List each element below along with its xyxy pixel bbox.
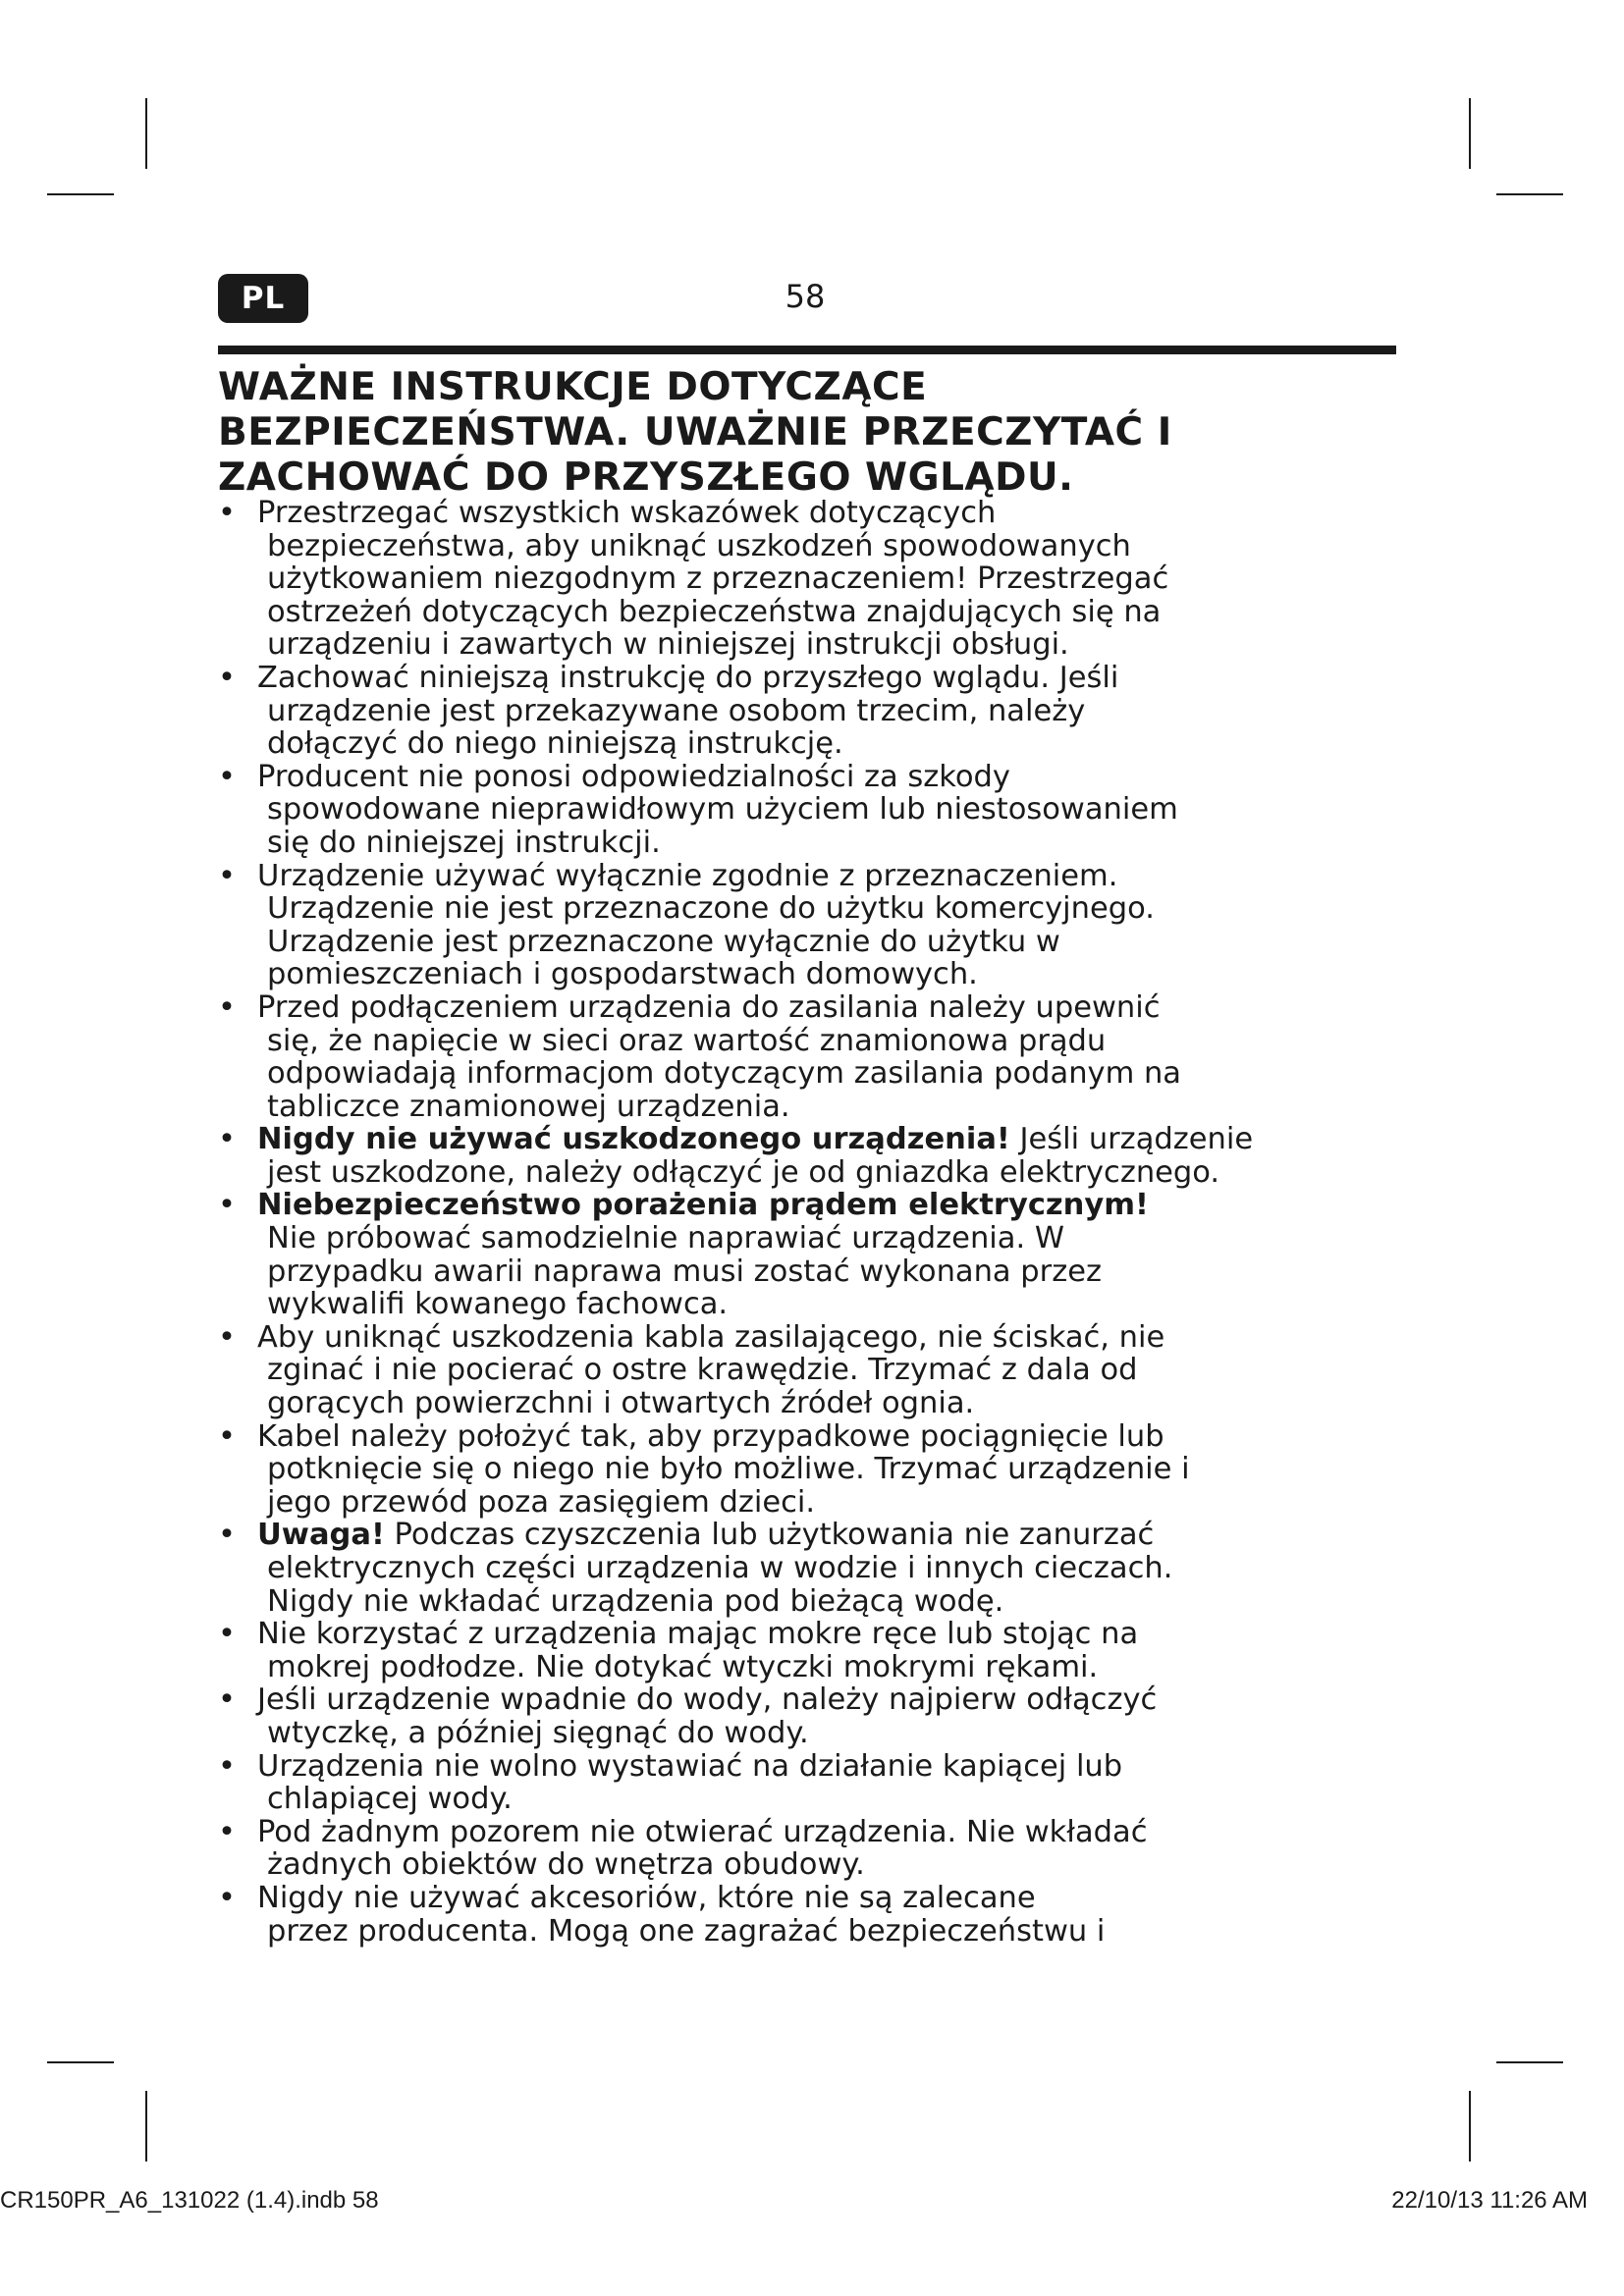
crop-mark-bottom-right-horizontal (1496, 2061, 1563, 2063)
list-item-line: Aby uniknąć uszkodzenia kabla zasilającego, nie ściskać, nie (257, 1319, 1165, 1355)
crop-mark-top-left-horizontal (47, 193, 114, 195)
language-badge: PL (218, 274, 308, 323)
list-item (218, 662, 1421, 761)
warning-label: Nigdy nie używać uszkodzonego urządzenia! (257, 1122, 1010, 1157)
list-item-line: wykwalifi kowanego fachowca. (267, 1287, 729, 1322)
bullet-icon: • (218, 858, 236, 893)
list-item-line: wtyczkę, a później sięgnąć do wody. (267, 1715, 809, 1750)
list-item-line: Jeśli urządzenie wpadnie do wody, należy najpierw odłączyć (257, 1682, 1158, 1718)
heading-line: ZACHOWAĆ DO PRZYSZŁEGO WGLĄDU. (218, 455, 1074, 500)
bullet-icon: • (218, 1188, 236, 1223)
bullet-icon: • (218, 1122, 236, 1157)
list-item-line: się do niniejszej instrukcji. (267, 825, 661, 860)
list-item (218, 991, 1421, 1123)
footer-file-info: CR150PR_A6_131022 (1.4).indb 58 (0, 2187, 379, 2214)
bullet-icon: • (218, 1814, 236, 1849)
list-item-line: Urządzenia nie wolno wystawiać na działanie kapiącej lub (257, 1748, 1123, 1784)
list-item-line: tabliczce znamionowej urządzenia. (267, 1089, 790, 1124)
bullet-icon: • (218, 1748, 236, 1784)
crop-mark-top-left-vertical (145, 98, 147, 169)
list-item-line: potknięcie się o niego nie było możliwe. Trzymać urządzenie i (267, 1452, 1190, 1487)
list-item-line: Urządzenie nie jest przeznaczone do użytku komercyjnego. (267, 891, 1155, 927)
safety-instructions-list (218, 497, 1421, 1948)
list-item-line: się, że napięcie w sieci oraz wartość znamionowa prądu (267, 1023, 1107, 1058)
footer-timestamp: 22/10/13 11:26 AM (1391, 2187, 1588, 2214)
list-item (218, 1816, 1421, 1882)
list-item-line: Producent nie ponosi odpowiedzialności za szkody (257, 759, 1010, 794)
list-item-line: Urządzenie używać wyłącznie zgodnie z przeznaczeniem. (257, 858, 1118, 893)
crop-mark-bottom-right-vertical (1469, 2091, 1471, 2162)
heading-line: BEZPIECZEŃSTWA. UWAŻNIE PRZECZYTAĆ I (218, 410, 1172, 454)
list-item (218, 860, 1421, 991)
list-item (218, 1519, 1421, 1618)
list-item-line: Kabel należy położyć tak, aby przypadkowe pociągnięcie lub (257, 1418, 1164, 1454)
list-item-line: dołączyć do niego niniejszą instrukcję. (267, 726, 843, 762)
bullet-icon: • (218, 1319, 236, 1355)
list-item-line: Nigdy nie wkładać urządzenia pod bieżącą wodę. (267, 1583, 1004, 1619)
list-item-text: Jeśli urządzenie (1009, 1122, 1254, 1157)
list-item-line: przez producenta. Mogą one zagrażać bezpieczeństwu i (267, 1913, 1106, 1949)
list-item-line: Nigdy nie używać akcesoriów, które nie są zalecane (257, 1880, 1036, 1915)
list-item (218, 1882, 1421, 1948)
list-item-line: Pod żadnym pozorem nie otwierać urządzenia. Nie wkładać (257, 1814, 1148, 1849)
list-item-line: elektrycznych części urządzenia w wodzie i innych cieczach. (267, 1551, 1173, 1585)
list-item-line (257, 1519, 1421, 1552)
list-item-line: Przestrzegać wszystkich wskazówek dotyczących (257, 496, 997, 530)
list-item-line: jest uszkodzone, należy odłączyć je od gniazdka elektrycznego. (267, 1154, 1220, 1190)
list-item (218, 1683, 1421, 1749)
list-item-line: mokrej podłodze. Nie dotykać wtyczki mokrymi rękami. (267, 1649, 1099, 1684)
bullet-icon: • (218, 1880, 236, 1915)
list-item-line: jego przewód poza zasięgiem dzieci. (267, 1484, 816, 1520)
list-item-line: urządzeniu i zawartych w niniejszej instrukcji obsługi. (267, 627, 1069, 663)
bullet-icon: • (218, 989, 236, 1025)
header-rule (218, 346, 1396, 354)
crop-mark-top-right-horizontal (1496, 193, 1563, 195)
section-heading (218, 365, 1416, 501)
list-item (218, 1321, 1421, 1420)
list-item-line: ostrzeżeń dotyczących bezpieczeństwa znajdujących się na (267, 594, 1162, 629)
crop-mark-bottom-left-vertical (145, 2091, 147, 2162)
list-item-line: gorących powierzchni i otwartych źródeł ognia. (267, 1386, 975, 1421)
list-item-line (257, 1123, 1421, 1156)
list-item-line: Przed podłączeniem urządzenia do zasilania należy upewnić (257, 989, 1161, 1025)
list-item (218, 497, 1421, 662)
list-item-line: chlapiącej wody. (267, 1782, 513, 1817)
list-item-line: przypadku awarii naprawa musi zostać wykonana przez (267, 1254, 1102, 1289)
warning-label: Niebezpieczeństwo porażenia prądem elektrycznym! (257, 1188, 1149, 1223)
list-item-line: Nie próbować samodzielnie naprawiać urządzenia. W (267, 1221, 1064, 1256)
list-item-line: pomieszczeniach i gospodarstwach domowych. (267, 957, 978, 992)
list-item-text: Podczas czyszczenia lub użytkowania nie zanurzać (384, 1518, 1155, 1553)
list-item-line: urządzenie jest przekazywane osobom trzecim, należy (267, 693, 1086, 728)
bullet-icon: • (218, 1418, 236, 1454)
crop-mark-bottom-left-horizontal (47, 2061, 114, 2063)
list-item (218, 1123, 1421, 1189)
page-number: 58 (785, 278, 826, 315)
warning-label: Uwaga! (257, 1518, 385, 1553)
bullet-icon: • (218, 1682, 236, 1718)
crop-mark-top-right-vertical (1469, 98, 1471, 169)
heading-line: WAŻNE INSTRUKCJE DOTYCZĄCE (218, 365, 928, 409)
list-item (218, 1750, 1421, 1816)
list-item-line: Zachować niniejszą instrukcję do przyszłego wglądu. Jeśli (257, 660, 1119, 695)
list-item-line: odpowiadają informacjom dotyczącym zasilania podanym na (267, 1056, 1181, 1092)
list-item (218, 1618, 1421, 1683)
list-item-line (257, 1189, 1421, 1222)
list-item-line: użytkowaniem niezgodnym z przeznaczeniem! Przestrzegać (267, 561, 1169, 597)
list-item (218, 1189, 1421, 1320)
bullet-icon: • (218, 496, 236, 530)
list-item-line: Nie korzystać z urządzenia mając mokre ręce lub stojąc na (257, 1617, 1139, 1652)
bullet-icon: • (218, 1617, 236, 1652)
bullet-icon: • (218, 759, 236, 794)
bullet-icon: • (218, 660, 236, 695)
list-item (218, 1420, 1421, 1520)
list-item-line: bezpieczeństwa, aby uniknąć uszkodzeń spowodowanych (267, 528, 1131, 563)
list-item (218, 761, 1421, 860)
bullet-icon: • (218, 1518, 236, 1553)
list-item-line: zginać i nie pocierać o ostre krawędzie. Trzymać z dala od (267, 1353, 1138, 1388)
list-item-line: spowodowane nieprawidłowym użyciem lub niestosowaniem (267, 792, 1178, 828)
list-item-line: Urządzenie jest przeznaczone wyłącznie do użytku w (267, 924, 1060, 959)
list-item-line: żadnych obiektów do wnętrza obudowy. (267, 1847, 865, 1883)
